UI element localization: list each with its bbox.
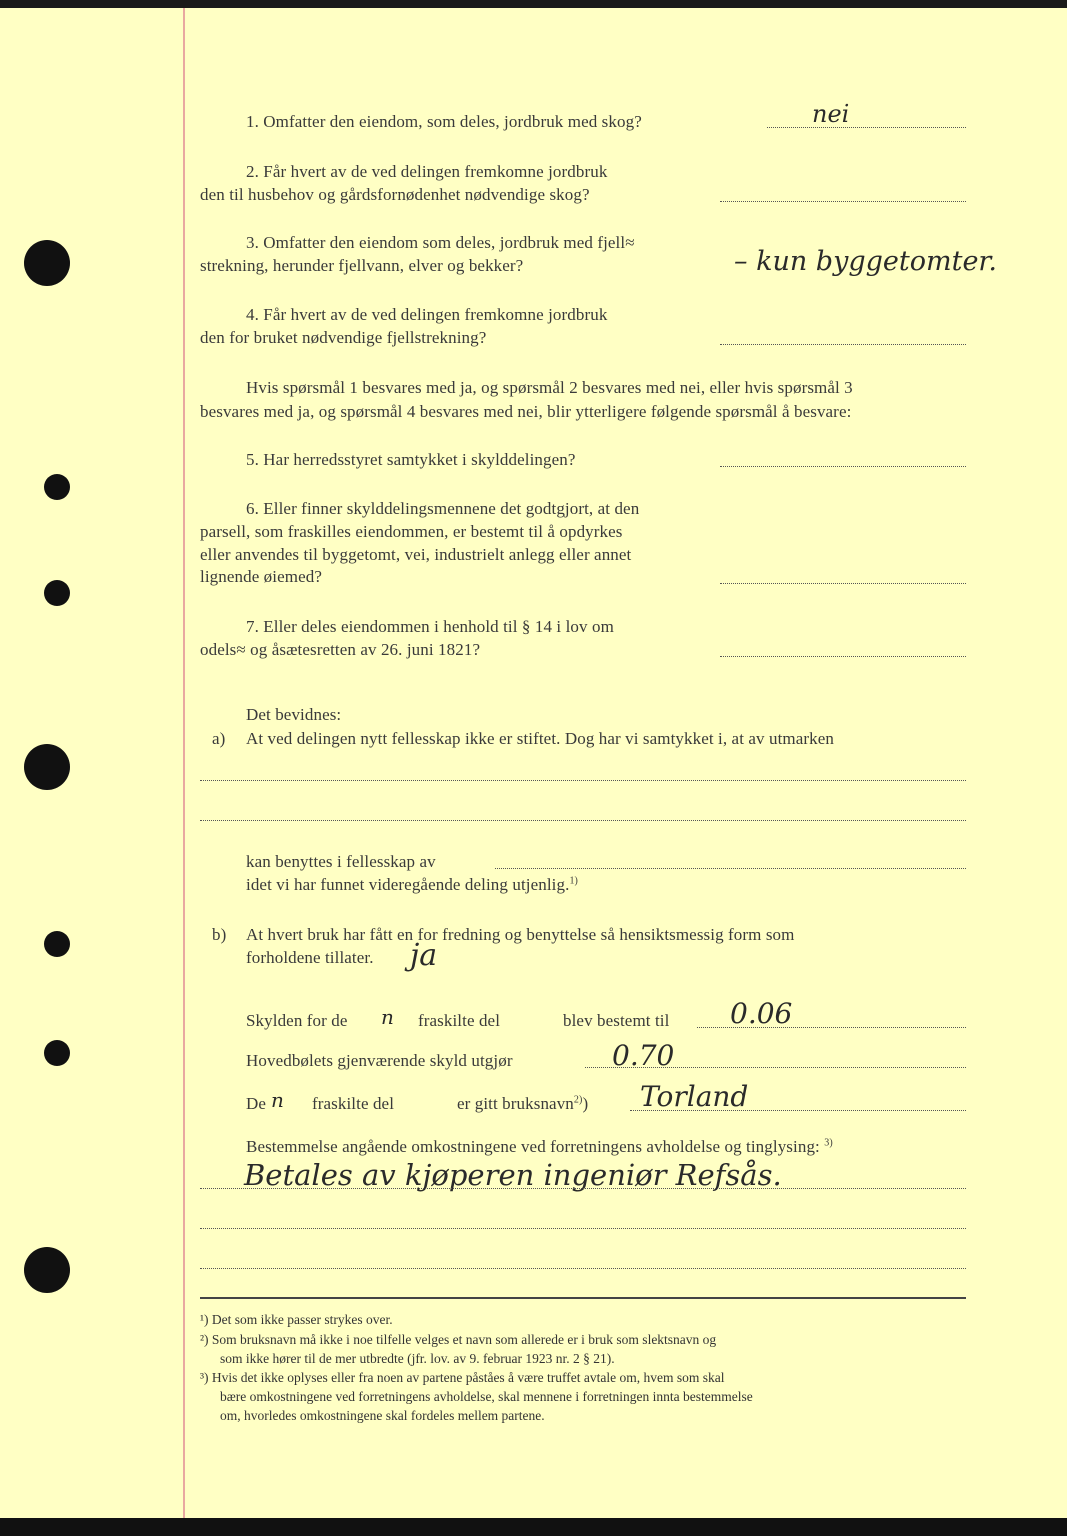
bestemmelse-label xyxy=(246,1137,833,1157)
margin-line xyxy=(183,8,185,1518)
question-2-line2: den til husbehov og gårdsfornødenhet nødvendige skog? xyxy=(200,185,590,204)
answer-line xyxy=(720,583,966,584)
footnote-3-line1: ³) Hvis det ikke oplyses eller fra noen av partene påståes å være truffet avtale om, hvem som skal xyxy=(200,1370,725,1385)
question-5: 5. Har herredsstyret samtykket i skylddelingen? xyxy=(246,450,576,469)
instruction-line2: besvares med ja, og spørsmål 4 besvares med nei, blir ytterligere følgende spørsmål å besvare: xyxy=(200,402,852,421)
question-6-line4: lignende øiemed? xyxy=(200,567,322,586)
skyld-label-2: fraskilte del xyxy=(418,1011,501,1030)
footnote-3-line2: bære omkostningene ved forretningens avholdelse, skal mennene i forretningen innta bestemmelse xyxy=(220,1389,753,1404)
item-a-text: At ved delingen nytt fellesskap ikke er stiftet. Dog har vi samtykket i, at av utmarken xyxy=(246,729,834,748)
item-a-line2: kan benyttes i fellesskap av xyxy=(246,852,436,871)
answer-line xyxy=(200,1268,966,1269)
item-a-label: a) xyxy=(212,729,226,748)
answer-line xyxy=(720,656,966,657)
skyld-label-3: blev bestemt til xyxy=(563,1011,670,1030)
question-6-line2: parsell, som fraskilles eiendommen, er bestemt til å opdyrkes xyxy=(200,522,623,541)
question-3-line1: 3. Omfatter den eiendom som deles, jordbruk med fjell≈ xyxy=(246,233,635,252)
footnote-3-line3: om, hvorledes omkostningene skal fordeles mellem partene. xyxy=(220,1408,545,1423)
hovedbol-value: 0.70 xyxy=(612,1039,675,1072)
footnote-2-line1: ²) Som bruksnavn må ikke i noe tilfelle velges et navn som allerede er i bruk som slektsnavn og xyxy=(200,1332,717,1347)
det-bevidnes-heading: Det bevidnes: xyxy=(246,705,342,724)
item-a-line3 xyxy=(246,875,578,895)
bruksnavn-value: Torland xyxy=(640,1080,749,1113)
bestemmelse-value: Betales av kjøperen ingeniør Refsås. xyxy=(244,1158,782,1192)
answer-line xyxy=(720,201,966,202)
bruksnavn-label-2: fraskilte del xyxy=(312,1094,395,1113)
scan-bottom-edge xyxy=(0,1518,1067,1536)
punch-hole xyxy=(24,1247,70,1293)
item-b-text: At hvert bruk har fått en for fredning og benyttelse så hensiktsmessig form som xyxy=(246,925,795,944)
item-b-line2: forholdene tillater. xyxy=(246,948,374,967)
footnote-ref: 1) xyxy=(569,875,578,887)
item-b-label: b) xyxy=(212,925,227,944)
item-a-line3-text: idet vi har funnet videregående deling utjenlig. xyxy=(246,875,570,894)
bestemmelse-text: Bestemmelse angående omkostningene ved forretningens avholdelse og tinglysing: xyxy=(246,1137,820,1156)
answer-line xyxy=(200,1228,966,1229)
handwritten-n: n xyxy=(271,1088,284,1112)
question-6-line1: 6. Eller finner skylddelingsmennene det godtgjort, at den xyxy=(246,499,640,518)
answer-line xyxy=(767,127,966,128)
answer-line xyxy=(720,344,966,345)
question-4-line1: 4. Får hvert av de ved delingen fremkomne jordbruk xyxy=(246,305,608,324)
punch-hole xyxy=(24,744,70,790)
bruksnavn-label-3: er gitt bruksnavn$^{2)}$) xyxy=(457,1094,589,1113)
punch-hole xyxy=(24,240,70,286)
footnote-rule xyxy=(200,1297,966,1299)
punch-hole xyxy=(44,474,70,500)
question-2-line1: 2. Får hvert av de ved delingen fremkomne jordbruk xyxy=(246,162,608,181)
punch-hole xyxy=(44,931,70,957)
question-7-line2: odels≈ og åsætesretten av 26. juni 1821? xyxy=(200,640,481,659)
hovedbol-label: Hovedbølets gjenværende skyld utgjør xyxy=(246,1051,513,1070)
question-6-line3: eller anvendes til byggetomt, vei, industrielt anlegg eller annet xyxy=(200,545,632,564)
bruksnavn-label-1: De xyxy=(246,1094,267,1113)
handwritten-n: n xyxy=(381,1005,394,1029)
footnote-ref: 2) xyxy=(573,1094,583,1106)
answer-q3: – kun byggetomter. xyxy=(734,246,997,277)
bruksnavn-label-3-text: er gitt bruksnavn xyxy=(457,1094,574,1113)
answer-line xyxy=(200,820,966,821)
answer-line xyxy=(200,780,966,781)
question-3-line2: strekning, herunder fjellvann, elver og bekker? xyxy=(200,256,524,275)
footnote-1: ¹) Det som ikke passer strykes over. xyxy=(200,1312,393,1327)
question-4-line2: den for bruket nødvendige fjellstrekning? xyxy=(200,328,487,347)
scan-top-edge xyxy=(0,0,1067,8)
punch-hole xyxy=(44,1040,70,1066)
answer-q1: nei xyxy=(812,100,850,128)
answer-line xyxy=(495,868,966,869)
instruction-line1: Hvis spørsmål 1 besvares med ja, og spørsmål 2 besvares med nei, eller hvis spørsmål 3 xyxy=(246,378,853,397)
answer-b: ja xyxy=(410,938,438,973)
punch-hole xyxy=(44,580,70,606)
skyld-label-1: Skylden for de xyxy=(246,1011,348,1030)
question-1: 1. Omfatter den eiendom, som deles, jordbruk med skog? xyxy=(246,112,642,131)
skyld-value: 0.06 xyxy=(730,997,793,1030)
question-7-line1: 7. Eller deles eiendommen i henhold til § 14 i lov om xyxy=(246,617,614,636)
footnote-2-line2: som ikke hører til de mer utbredte (jfr. lov. av 9. februar 1923 nr. 2 § 21). xyxy=(220,1351,615,1366)
answer-line xyxy=(720,466,966,467)
answer-line xyxy=(200,1188,966,1189)
footnote-ref: 3) xyxy=(824,1137,833,1149)
